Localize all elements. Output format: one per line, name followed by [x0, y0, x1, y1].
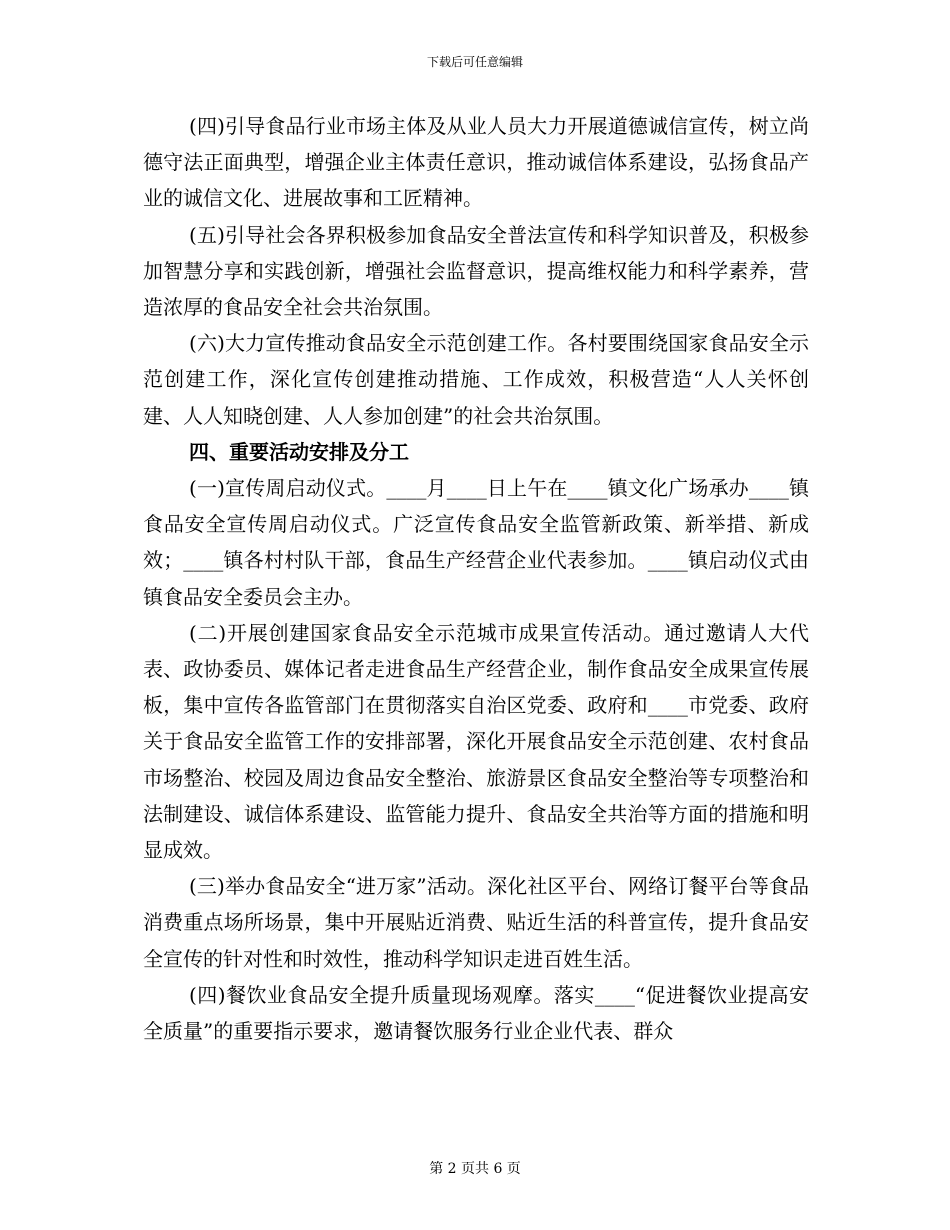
document-body [143, 108, 809, 1049]
paragraph-activity-4-catering-observation: (四)餐饮业食品安全提升质量现场观摩。落实____“促进餐饮业提高安全质量”的重要指示要求，邀请餐饮服务行业企业代表、群众 [143, 982, 809, 1044]
paragraph-4-integrity-promotion: (四)引导食品行业市场主体及从业人员大力开展道德诚信宣传，树立尚德守法正面典型，增强企业主体责任意识，推动诚信体系建设，弘扬食品产业的诚信文化、进展故事和工匠精神。 [143, 114, 809, 211]
paragraph-6-demonstration-creation: (六)大力宣传推动食品安全示范创建工作。各村要围绕国家食品安全示范创建工作，深化宣传创建推动措施、工作成效，积极营造“人人关怀创建、人人知晓创建、人人参加创建”的社会共治氛围。 [143, 331, 809, 428]
paragraph-activity-3-into-homes: (三)举办食品安全“进万家”活动。深化社区平台、网络订餐平台等食品消费重点场所场景，集中开展贴近消费、贴近生活的科普宣传，提升食品安全宣传的针对性和时效性，推动科学知识走进百姓生活。 [143, 874, 809, 971]
paragraph-5-public-participation: (五)引导社会各界积极参加食品安全普法宣传和科学知识普及，积极参加智慧分享和实践创新，增强社会监督意识，提高维权能力和科学素养，营造浓厚的食品安全社会共治氛围。 [143, 222, 809, 320]
page-header: 下载后可任意编辑 [426, 55, 523, 69]
page-footer: 第 2 页共 6 页 [429, 1161, 521, 1177]
section-heading: 四、重要活动安排及分工 [189, 439, 409, 464]
paragraph-activity-1-launch-ceremony: (一)宣传周启动仪式。____月____日上午在____镇文化广场承办____镇食品安全宣传周启动仪式。广泛宣传食品安全监管新政策、新举措、新成效；____镇各村村队干部，食品生产经营企业代表参加。____镇启动仪式由镇食品安全委员会主办。 [143, 476, 809, 609]
paragraph-activity-2-achievement-promotion: (二)开展创建国家食品安全示范城市成果宣传活动。通过邀请人大代表、政协委员、媒体记者走进食品生产经营企业，制作食品安全成果宣传展板，集中宣传各监管部门在贯彻落实自治区党委、政府和____市党委、政府关于食品安全监管工作的安排部署，深化开展食品安全示范创建、农村食品市场整治、校园及周边食品安全整治、旅游景区食品安全整治等专项整治和法制建设、诚信体系建设、监管能力提升、食品安全共治等方面的措施和明显成效。 [143, 620, 809, 863]
